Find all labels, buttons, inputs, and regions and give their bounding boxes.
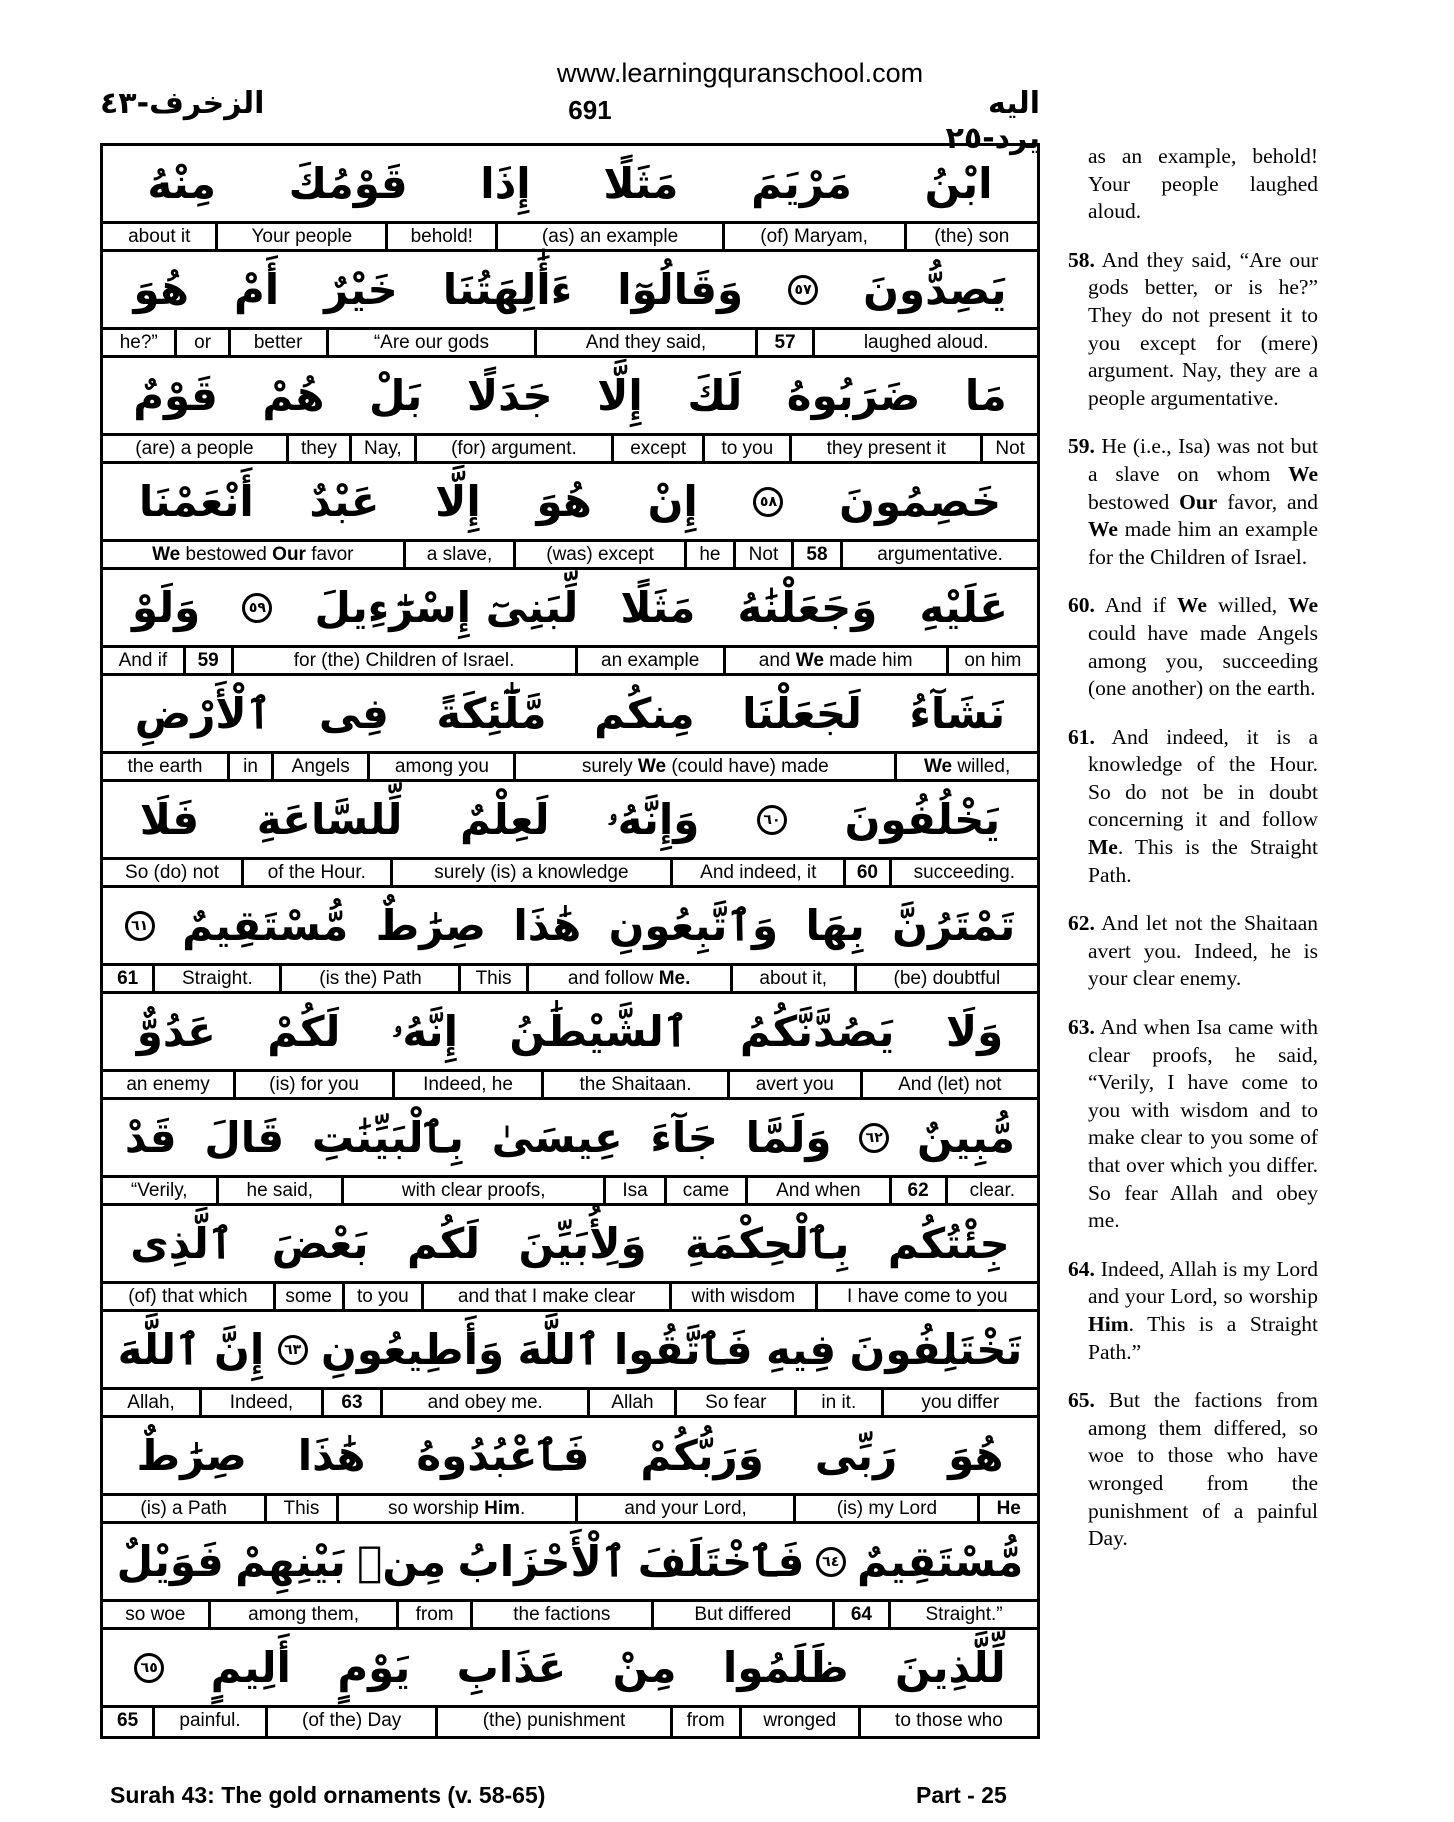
arabic-word: مَرْيَمَ xyxy=(751,158,852,208)
arabic-word: عَبْدٌ xyxy=(309,476,380,526)
website-url: www.learningquranschool.com xyxy=(556,58,924,88)
arabic-word: فَٱخْتَلَفَ xyxy=(637,1536,805,1586)
english-gloss-line xyxy=(103,224,1037,252)
translation-paragraph: 59. He (i.e., Isa) was not but a slave on whom We bestowed Our favor, and We made him an example for the Children of Israel. xyxy=(1068,434,1319,569)
gloss-cell: among you xyxy=(367,754,513,779)
arabic-word: إِذَا xyxy=(480,158,531,208)
arabic-word: مَا xyxy=(964,370,1007,420)
arabic-word: إِنْ xyxy=(647,476,698,526)
arabic-word: وَلَوْ xyxy=(132,582,201,632)
english-gloss-line xyxy=(103,1390,1037,1418)
gloss-cell: to you xyxy=(342,1284,422,1309)
ayah-number-marker-icon: ٦٥ xyxy=(134,1653,164,1683)
gloss-cell: behold! xyxy=(385,224,495,249)
arabic-word: أَنْعَمْنَا xyxy=(138,476,254,526)
arabic-word: يَوْمٍ xyxy=(337,1642,411,1692)
verse-row xyxy=(103,676,1037,782)
verse-number-cell: 65 xyxy=(117,1710,139,1731)
gloss-cell: succeeding. xyxy=(889,860,1037,885)
arabic-word: تَمْتَرُنَّ xyxy=(892,900,1016,950)
arabic-word: مُّسْتَقِيمٌ xyxy=(857,1536,1024,1586)
gloss-cell: so woe xyxy=(125,1604,186,1625)
verse-number: 65. xyxy=(1068,1388,1095,1413)
gloss-cell: (is the) Path xyxy=(279,966,458,991)
verse-number-cell: 62 xyxy=(889,1178,945,1203)
verse-number-cell: He xyxy=(977,1496,1037,1521)
english-gloss-line xyxy=(103,966,1037,994)
arabic-word: بَلْ xyxy=(369,370,423,420)
verse-row xyxy=(103,146,1037,252)
english-gloss-line xyxy=(103,1178,1037,1206)
arabic-line xyxy=(103,146,1037,224)
arabic-word: هُمْ xyxy=(262,370,325,420)
arabic-word: رَبِّى xyxy=(814,1430,898,1480)
gloss-cell: Straight. xyxy=(152,966,279,991)
gloss-cell: from xyxy=(670,1708,739,1736)
arabic-word: فَوَيْلٌ xyxy=(116,1536,224,1586)
gloss-cell: This xyxy=(458,966,525,991)
verse-row xyxy=(103,994,1037,1100)
gloss-cell: on him xyxy=(946,648,1037,673)
arabic-word: ٱللَّهَ xyxy=(117,1324,201,1374)
verse-row xyxy=(103,358,1037,464)
gloss-cell: (for) argument. xyxy=(414,436,611,461)
arabic-word: أَلِيمٍ xyxy=(210,1642,291,1692)
arabic-word: لَكُم xyxy=(406,1218,481,1268)
arabic-word: صِرَٰطٌ xyxy=(136,1430,247,1480)
ayah-number-marker-icon: ٦٢ xyxy=(859,1123,889,1153)
verse-row xyxy=(103,782,1037,888)
arabic-word: وَلَمَّا xyxy=(745,1112,832,1162)
gloss-cell: Allah xyxy=(587,1390,674,1415)
verse-number-cell: 60 xyxy=(843,860,888,885)
arabic-word: فِى xyxy=(318,688,389,738)
verse-number: 59. xyxy=(1068,434,1095,459)
arabic-line xyxy=(103,994,1037,1072)
verse-row xyxy=(103,1206,1037,1312)
gloss-cell: some xyxy=(273,1284,342,1309)
verse-row xyxy=(103,1418,1037,1524)
arabic-word: عَذَابِ xyxy=(456,1642,567,1692)
arabic-word: عِيسَىٰ xyxy=(491,1112,623,1162)
arabic-line xyxy=(103,1524,1037,1602)
verse-row xyxy=(103,1100,1037,1206)
verse-row xyxy=(103,1630,1037,1736)
ayah-number-marker-icon: ٦٣ xyxy=(278,1335,308,1365)
gloss-cell: “Are our gods xyxy=(326,330,535,355)
arabic-word: جَآءَ xyxy=(650,1112,718,1162)
arabic-word: قَدْ xyxy=(124,1112,177,1162)
translation-paragraph: 63. And when Isa came with clear proofs, he said, “Verily, I have come to you with wisdom and to make clear to you some of that over which you differ. So fear Allah and obey me. xyxy=(1068,1015,1318,1233)
gloss-cell: Angels xyxy=(271,754,367,779)
arabic-word: مِنْ xyxy=(612,1642,677,1692)
arabic-word: بِٱلْحِكْمَةِ xyxy=(684,1218,850,1268)
arabic-word: وَجَعَلْنَٰهُ xyxy=(737,582,878,632)
gloss-cell: (was) except xyxy=(513,542,683,567)
gloss-cell: So fear xyxy=(674,1390,794,1415)
arabic-word: هُوَ xyxy=(536,476,592,526)
arabic-word: فَٱعْبُدُوهُ xyxy=(416,1430,590,1480)
arabic-word: عَدُوٌّ xyxy=(136,1006,216,1056)
translation-paragraph: 60. And if We willed, We could have made Angels among you, succeeding (one another) on the earth. xyxy=(1068,593,1318,701)
verse-row xyxy=(103,888,1037,994)
gloss-cell: (of) Maryam, xyxy=(722,224,904,249)
arabic-line xyxy=(103,570,1037,648)
gloss-cell: Nay, xyxy=(349,436,414,461)
ayah-number-marker-icon: ٦١ xyxy=(125,911,155,941)
translation-paragraph: as an example, behold! Your people laughed aloud. xyxy=(1088,144,1318,224)
verse-number-cell: 59 xyxy=(183,648,231,673)
translation-column xyxy=(1068,143,1318,1574)
arabic-word: جَدَلًا xyxy=(466,370,553,420)
arabic-word: خَيْرٌ xyxy=(324,264,398,314)
arabic-word: ٱلْأَرْضِ xyxy=(134,688,272,738)
arabic-word: خَصِمُونَ xyxy=(839,476,1002,526)
ayah-number-marker-icon: ٦٤ xyxy=(816,1547,846,1577)
verse-number: 61. xyxy=(1068,724,1095,749)
gloss-cell: Allah, xyxy=(127,1392,175,1413)
arabic-word: لَعِلْمٌ xyxy=(459,794,550,844)
gloss-cell: of the Hour. xyxy=(241,860,390,885)
gloss-cell: an example xyxy=(575,648,723,673)
gloss-cell: But differed xyxy=(651,1602,832,1627)
english-gloss-line xyxy=(103,436,1037,464)
english-gloss-line xyxy=(103,1708,1037,1736)
english-gloss-line xyxy=(103,754,1037,782)
arabic-word: وَٱتَّبِعُونِ xyxy=(608,900,779,950)
gloss-cell: (the) punishment xyxy=(435,1708,669,1736)
surah-label-arabic: الزخرف-٤٣ xyxy=(100,86,265,121)
arabic-word: مَثَلًا xyxy=(620,582,696,632)
gloss-cell: avert you xyxy=(727,1072,860,1097)
arabic-word: إِلَّا xyxy=(597,370,643,420)
arabic-word: فَٱتَّقُوا xyxy=(613,1324,753,1374)
arabic-word: تَخْتَلِفُونَ xyxy=(849,1324,1023,1374)
gloss-cell: a slave, xyxy=(403,542,514,567)
verse-number: 58. xyxy=(1068,247,1095,272)
arabic-word: فِيهِ xyxy=(766,1324,837,1374)
translation-paragraph: 65. But the factions from among them differed, so woe to those who have wronged from the punishment of a painful Day. xyxy=(1068,1388,1318,1551)
gloss-cell: Straight.” xyxy=(888,1602,1037,1627)
gloss-cell: came xyxy=(664,1178,745,1203)
arabic-word: لِّبَنِىٓ إِسْرَٰٓءِيلَ xyxy=(314,582,579,632)
gloss-cell: We bestowed Our favor xyxy=(152,544,354,565)
gloss-cell: he?” xyxy=(119,332,158,353)
arabic-word: ظَلَمُوا xyxy=(722,1642,849,1692)
arabic-line xyxy=(103,782,1037,860)
arabic-word: وَلِأُبَيِّنَ xyxy=(518,1218,647,1268)
verse-number: 64. xyxy=(1068,1256,1095,1281)
verse-row xyxy=(103,1524,1037,1630)
verse-row xyxy=(103,1312,1037,1418)
gloss-cell: except xyxy=(611,436,702,461)
english-gloss-line xyxy=(103,542,1037,570)
gloss-cell: wronged xyxy=(739,1708,858,1736)
gloss-cell: argumentative. xyxy=(840,542,1037,567)
arabic-word: جِئْتُكُم xyxy=(887,1218,1010,1268)
gloss-cell: with wisdom xyxy=(669,1284,815,1309)
arabic-word: إِنَّهُۥ xyxy=(391,1006,458,1056)
gloss-cell: to those who xyxy=(858,1708,1037,1736)
verse-number-cell: 57 xyxy=(755,330,813,355)
arabic-word: بَيْنِهِمْ xyxy=(235,1536,346,1586)
english-gloss-line xyxy=(103,1284,1037,1312)
english-gloss-line xyxy=(103,1496,1037,1524)
arabic-word: بِٱلْبَيِّنَٰتِ xyxy=(311,1112,464,1162)
arabic-word: لَكَ xyxy=(687,370,743,420)
english-gloss-line xyxy=(103,648,1037,676)
arabic-line xyxy=(103,676,1037,754)
gloss-cell: (is) my Lord xyxy=(793,1496,977,1521)
arabic-word: ٱلشَّيْطَٰنُ xyxy=(509,1006,689,1056)
footer-part: Part - 25 xyxy=(916,1782,1007,1808)
gloss-cell: (the) son xyxy=(904,224,1037,249)
arabic-word: لِّلَّذِينَ xyxy=(894,1642,1006,1692)
gloss-cell: you differ xyxy=(881,1390,1037,1415)
footer-surah-title: Surah 43: The gold ornaments (v. 58-65) xyxy=(110,1782,546,1808)
gloss-cell: and We made him xyxy=(723,648,946,673)
arabic-word: لِّلسَّاعَةِ xyxy=(256,794,403,844)
arabic-word: وَلَا xyxy=(945,1006,1004,1056)
arabic-line xyxy=(103,1206,1037,1284)
gloss-cell: to you xyxy=(702,436,789,461)
gloss-cell: and follow Me. xyxy=(526,966,730,991)
translation-paragraph: 62. And let not the Shaitaan avert you. Indeed, he is your clear enemy. xyxy=(1068,911,1318,991)
gloss-cell: Not xyxy=(980,436,1037,461)
arabic-word: مَثَلًا xyxy=(603,158,679,208)
gloss-cell: the earth xyxy=(127,756,203,777)
arabic-word: بَعْضَ xyxy=(271,1218,369,1268)
arabic-word: لَكُمْ xyxy=(267,1006,341,1056)
arabic-word: ابْنُ xyxy=(924,158,993,208)
ayah-number-marker-icon: ٥٨ xyxy=(753,487,783,517)
english-gloss-line xyxy=(103,330,1037,358)
arabic-word: مُّسْتَقِيمٌ xyxy=(182,900,349,950)
arabic-word: مِنۢ xyxy=(357,1536,447,1586)
gloss-cell: (are) a people xyxy=(135,438,254,459)
arabic-word: يَخْلُفُونَ xyxy=(844,794,1001,844)
gloss-cell: he said, xyxy=(216,1178,341,1203)
arabic-word: لَجَعَلْنَا xyxy=(742,688,862,738)
arabic-word: عَلَيْهِ xyxy=(919,582,1008,632)
arabic-word: وَأَطِيعُونِ xyxy=(321,1324,505,1374)
arabic-word: ٱللَّهَ xyxy=(517,1324,601,1374)
gloss-cell: And if xyxy=(118,650,168,671)
translation-paragraph: 61. And indeed, it is a knowledge of the Hour. So do not be in doubt concerning it and follow Me. This is the Straight Path. xyxy=(1068,724,1318,887)
arabic-word: قَوْمُكَ xyxy=(288,158,408,208)
gloss-cell: (be) doubtful xyxy=(854,966,1037,991)
gloss-cell: in xyxy=(227,754,271,779)
arabic-word: وَإِنَّهُۥ xyxy=(607,794,700,844)
arabic-word: أَمْ xyxy=(233,264,280,314)
gloss-cell: And they said, xyxy=(534,330,754,355)
arabic-line xyxy=(103,888,1037,966)
arabic-line xyxy=(103,252,1037,330)
word-by-word-table xyxy=(100,143,1040,1739)
gloss-cell: And (let) not xyxy=(860,1072,1037,1097)
arabic-word: قَوْمٌ xyxy=(133,370,218,420)
arabic-line xyxy=(103,1100,1037,1178)
translation-paragraph: 64. Indeed, Allah is my Lord and your Lord, so worship Him. This is a Straight Path.” xyxy=(1068,1256,1318,1364)
verse-number: 60. xyxy=(1068,593,1095,618)
gloss-cell: the factions xyxy=(470,1602,651,1627)
arabic-word: مِنْهُ xyxy=(147,158,216,208)
verse-number: 63. xyxy=(1068,1015,1095,1040)
arabic-line xyxy=(103,1312,1037,1390)
juz-label-arabic: اليه يرد-٢٥ xyxy=(945,86,1040,156)
gloss-cell: I have come to you xyxy=(815,1284,1037,1309)
arabic-line xyxy=(103,358,1037,436)
gloss-cell: (is) for you xyxy=(233,1072,392,1097)
gloss-cell: surely (is) a knowledge xyxy=(390,860,671,885)
gloss-cell: We willed, xyxy=(894,754,1037,779)
arabic-word: مُّبِينٌ xyxy=(916,1112,1016,1162)
arabic-word: فَلَا xyxy=(139,794,200,844)
arabic-word: بِهَا xyxy=(805,900,865,950)
english-gloss-line xyxy=(103,860,1037,888)
ayah-number-marker-icon: ٥٧ xyxy=(788,275,818,305)
arabic-word: ٱلْأَحْزَابُ xyxy=(457,1536,627,1586)
arabic-word: هَٰذَا xyxy=(297,1430,366,1480)
arabic-word: هُوَ xyxy=(133,264,189,314)
gloss-cell: or xyxy=(174,330,227,355)
gloss-cell: painful. xyxy=(152,1708,265,1736)
ayah-number-marker-icon: ٦٠ xyxy=(757,805,787,835)
gloss-cell: (of the) Day xyxy=(265,1708,436,1736)
verse-number-cell: 61 xyxy=(117,968,139,989)
verse-number-cell: 64 xyxy=(832,1602,888,1627)
gloss-cell: they present it xyxy=(789,436,980,461)
verse-number-cell: 63 xyxy=(321,1390,380,1415)
english-gloss-line xyxy=(103,1602,1037,1630)
verse-row xyxy=(103,570,1037,676)
gloss-cell: (of) that which xyxy=(128,1286,248,1307)
arabic-word: قَالَ xyxy=(204,1112,285,1162)
gloss-cell: the Shaitaan. xyxy=(541,1072,727,1097)
arabic-word: إِلَّا xyxy=(435,476,481,526)
gloss-cell: Indeed, he xyxy=(392,1072,541,1097)
verse-number: 62. xyxy=(1068,911,1095,936)
gloss-cell: an enemy xyxy=(126,1074,210,1095)
arabic-word: وَرَبُّكُمْ xyxy=(640,1430,764,1480)
arabic-line xyxy=(103,1630,1037,1708)
gloss-cell: “Verily, xyxy=(130,1180,188,1201)
arabic-word: ءَأَٰلِهَتُنَا xyxy=(442,264,573,314)
arabic-word: وَقَالُوٓا xyxy=(617,264,744,314)
arabic-word: يَصِدُّونَ xyxy=(863,264,1007,314)
arabic-word: هُوَ xyxy=(948,1430,1004,1480)
arabic-word: هَٰذَا xyxy=(513,900,582,950)
gloss-cell: (as) an example xyxy=(495,224,721,249)
gloss-cell: they xyxy=(286,436,349,461)
arabic-word: نَشَآءُ xyxy=(909,688,1006,738)
verse-row xyxy=(103,464,1037,570)
gloss-cell: This xyxy=(264,1496,335,1521)
arabic-word: ضَرَبُوهُ xyxy=(786,370,921,420)
gloss-cell: better xyxy=(228,330,326,355)
gloss-cell: in it. xyxy=(794,1390,880,1415)
gloss-cell: and your Lord, xyxy=(575,1496,793,1521)
arabic-word: مَّلَٰٓئِكَةً xyxy=(436,688,547,738)
ayah-number-marker-icon: ٥٩ xyxy=(242,593,272,623)
arabic-word: إِنَّ xyxy=(214,1324,265,1374)
gloss-cell: for (the) Children of Israel. xyxy=(231,648,575,673)
arabic-word: يَصُدَّنَّكُمُ xyxy=(739,1006,895,1056)
arabic-word: ٱلَّذِى xyxy=(130,1218,234,1268)
english-gloss-line xyxy=(103,1072,1037,1100)
gloss-cell: from xyxy=(396,1602,469,1627)
gloss-cell: about it xyxy=(128,226,191,247)
gloss-cell: laughed aloud. xyxy=(812,330,1037,355)
gloss-cell: So (do) not xyxy=(125,862,220,883)
gloss-cell: with clear proofs, xyxy=(341,1178,603,1203)
arabic-line xyxy=(103,464,1037,542)
gloss-cell: about it, xyxy=(730,966,854,991)
gloss-cell: and obey me. xyxy=(380,1390,587,1415)
gloss-cell: Isa xyxy=(603,1178,663,1203)
gloss-cell: Indeed, xyxy=(199,1390,321,1415)
gloss-cell: clear. xyxy=(945,1178,1037,1203)
gloss-cell: Not xyxy=(733,542,791,567)
gloss-cell: (is) a Path xyxy=(140,1498,227,1519)
page-number: 691 xyxy=(568,95,612,125)
verse-row xyxy=(103,252,1037,358)
translation-paragraph: 58. And they said, “Are our gods better, or is he?” They do not present it to you except for (mere) argument. Nay, they are a people argumentative. xyxy=(1068,247,1318,410)
verse-number-cell: 58 xyxy=(791,542,840,567)
gloss-cell: Your people xyxy=(215,224,385,249)
gloss-cell: he xyxy=(684,542,733,567)
arabic-line xyxy=(103,1418,1037,1496)
arabic-word: مِنكُم xyxy=(594,688,695,738)
gloss-cell: And when xyxy=(745,1178,888,1203)
gloss-cell: and that I make clear xyxy=(421,1284,669,1309)
gloss-cell: among them, xyxy=(208,1602,397,1627)
gloss-cell: And indeed, it xyxy=(670,860,843,885)
gloss-cell: surely We (could have) made xyxy=(513,754,894,779)
arabic-word: صِرَٰطٌ xyxy=(375,900,487,950)
gloss-cell: so worship Him. xyxy=(336,1496,575,1521)
